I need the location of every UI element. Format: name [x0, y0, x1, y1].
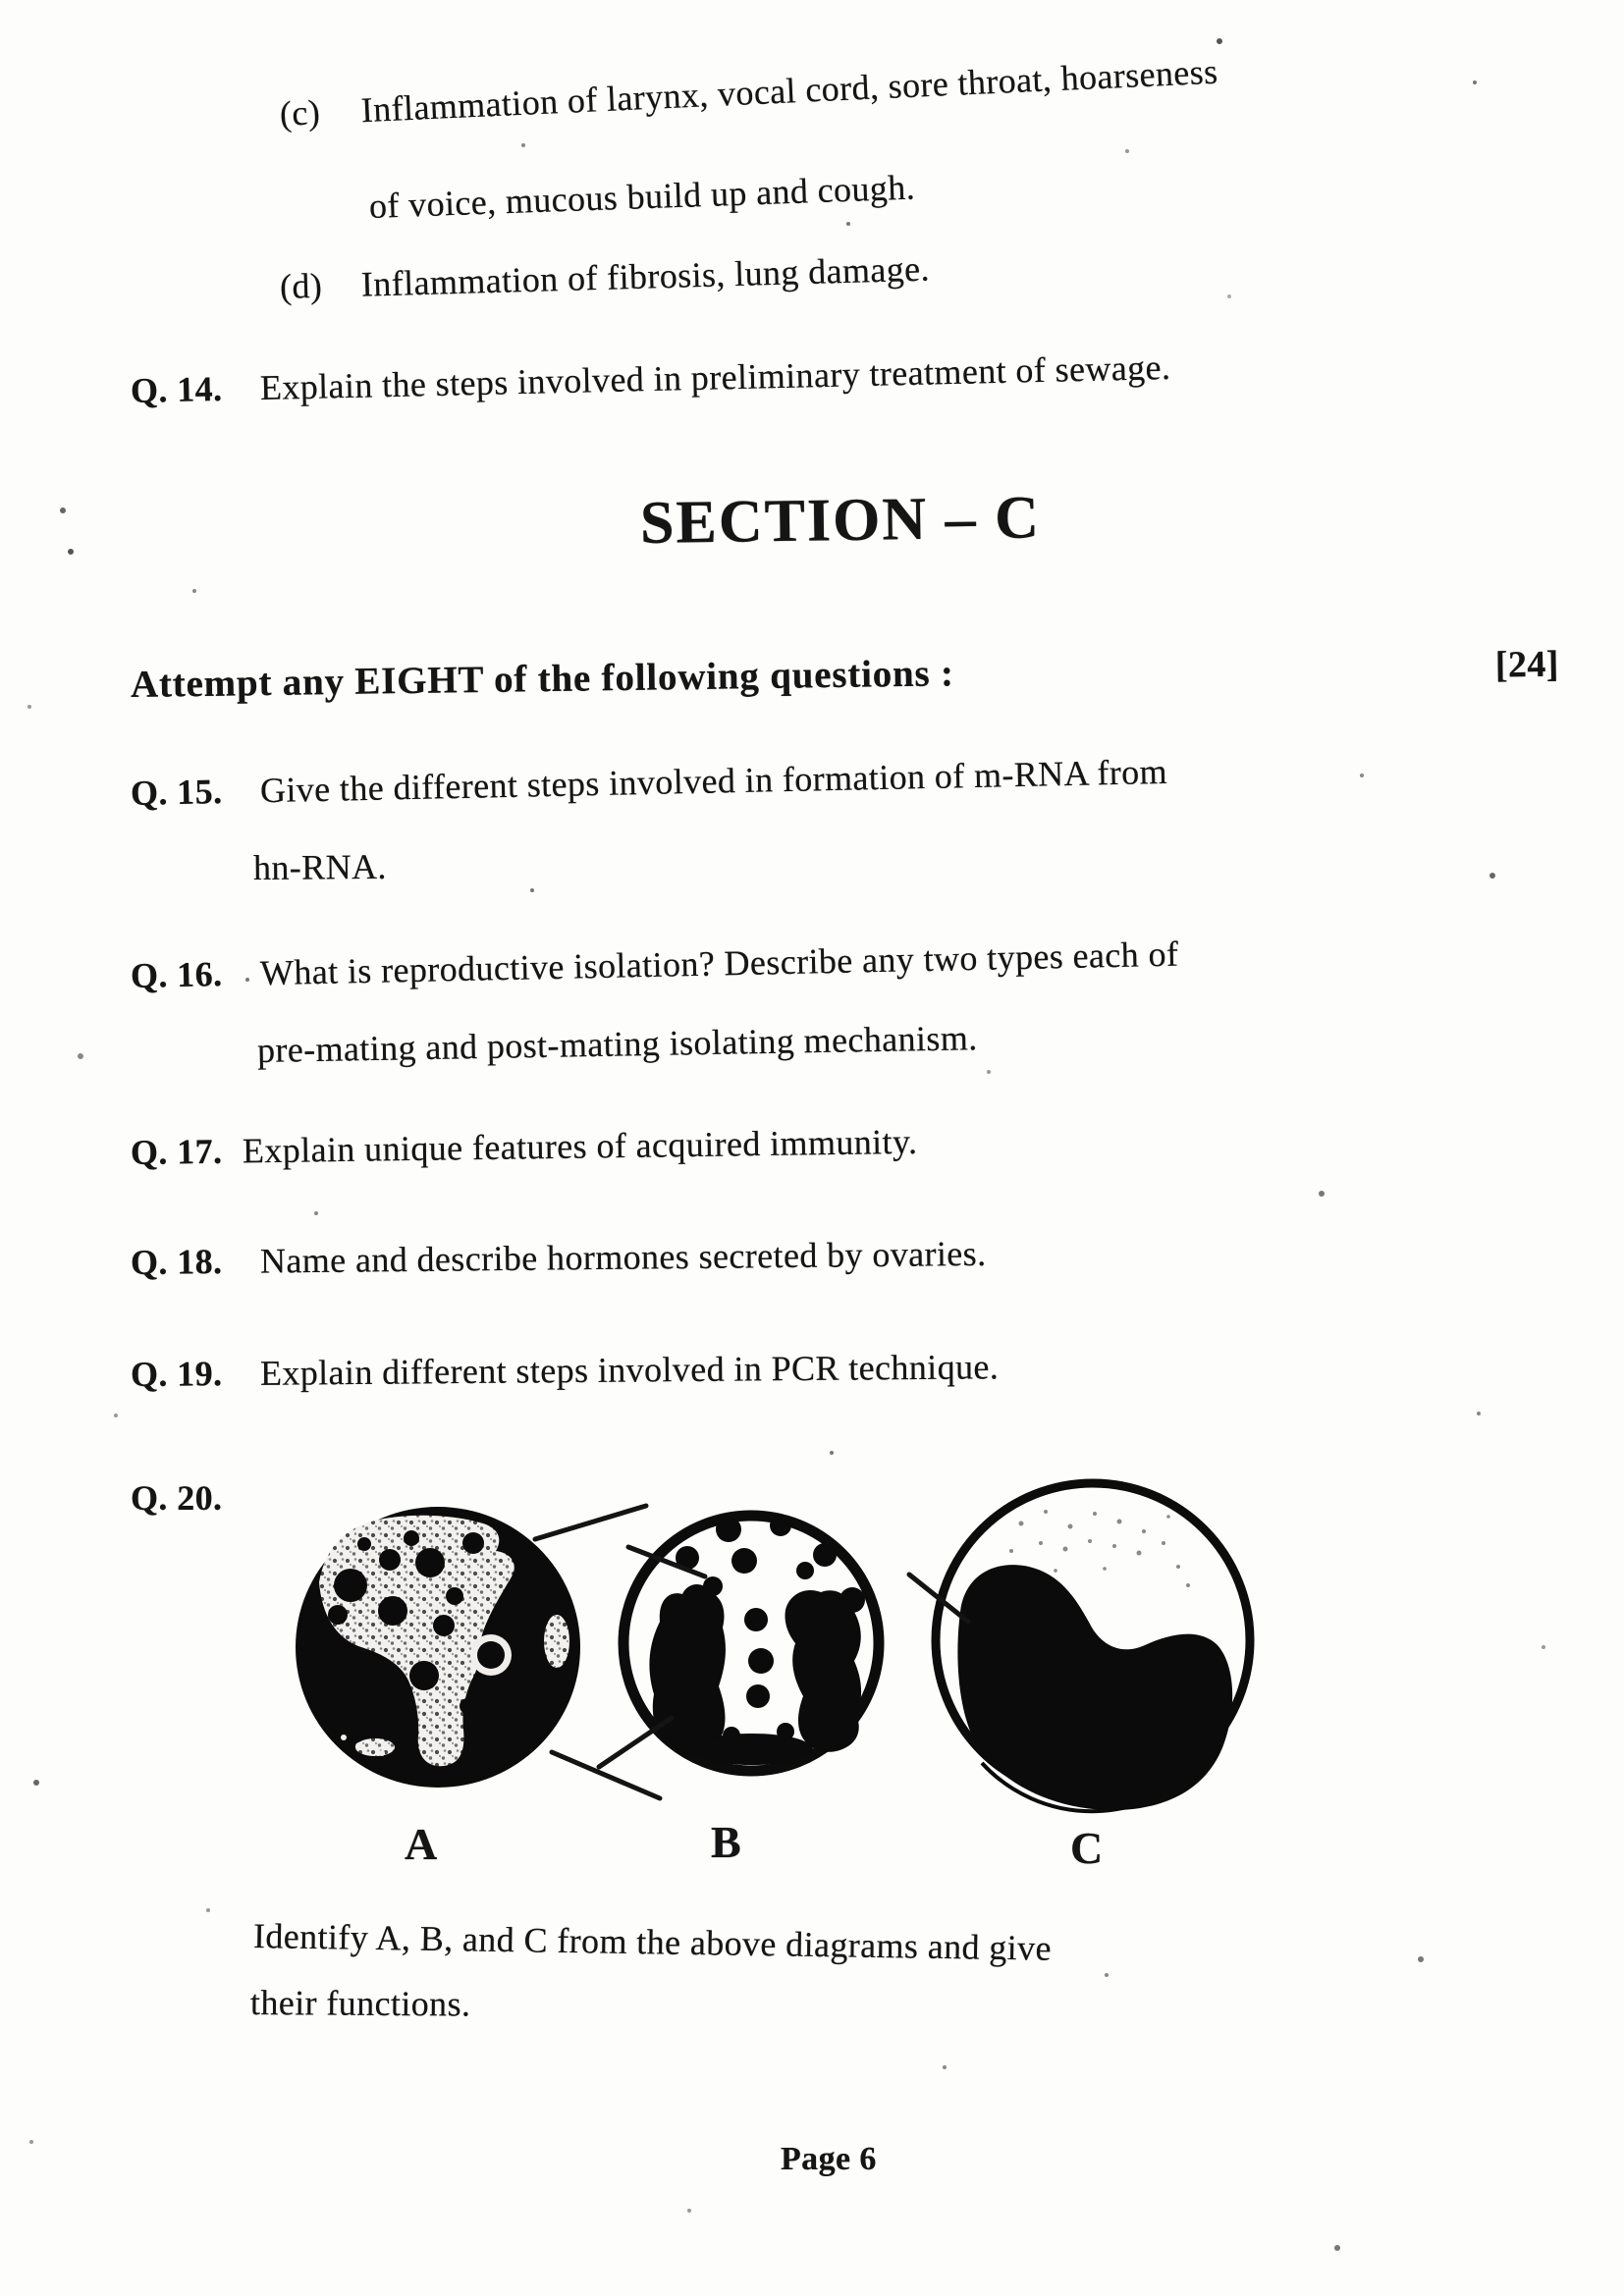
- granule-dot: [409, 1661, 439, 1690]
- cell-a-cytoplasm-stipple: [319, 1516, 514, 1766]
- stipple-dot: [1093, 1512, 1097, 1516]
- stipple-dot: [1137, 1551, 1142, 1556]
- granule-dot: [746, 1684, 770, 1708]
- option-c-text2: of voice, mucous build up and cough.: [368, 167, 916, 226]
- granule-dot: [328, 1605, 348, 1625]
- question-16-text-line1: What is reproductive isolation? Describe any two types each of: [259, 934, 1179, 993]
- question-17-number: Q. 17.: [130, 1131, 223, 1172]
- cell-b-illustration: [599, 1515, 879, 1771]
- cell-b-membrane: [623, 1516, 879, 1771]
- cell-a-label: A: [405, 1819, 438, 1869]
- question-14-text: Explain the steps involved in preliminary treatment of sewage.: [259, 347, 1171, 408]
- question-17: [131, 1122, 918, 1174]
- cell-c-membrane: [936, 1483, 1250, 1797]
- cell-b-nucleus-left-lobe: [649, 1584, 726, 1755]
- granule-dot: [477, 1641, 505, 1669]
- granule-dot: [460, 1698, 475, 1714]
- granule-dot: [334, 1569, 367, 1602]
- option-c-line2: [368, 168, 915, 228]
- question-20-number: Q. 20.: [131, 1478, 223, 1518]
- question-16-text-line2: pre-mating and post-mating isolating mechanism.: [256, 1018, 978, 1070]
- granule-dot: [777, 1723, 794, 1740]
- white-speck: [355, 1742, 363, 1750]
- question-19-text: Explain different steps involved in PCR technique.: [259, 1347, 1000, 1393]
- stipple-dot: [1186, 1583, 1190, 1587]
- cell-a-stipple-patch: [355, 1738, 395, 1756]
- page-number: Page 6: [781, 2141, 877, 2177]
- cell-b-granules: [676, 1515, 865, 1744]
- granule-dot: [415, 1548, 445, 1577]
- option-d-text: Inflammation of fibrosis, lung damage.: [360, 248, 931, 304]
- cell-a-illustration: [296, 1506, 660, 1798]
- granule-dot: [813, 1543, 837, 1567]
- stipple-dot: [1039, 1541, 1043, 1545]
- stipple-dot: [1117, 1520, 1122, 1524]
- question-15-text-line1: Give the different steps involved in formation of m-RNA from: [259, 751, 1168, 811]
- stipple-dot: [1176, 1565, 1180, 1569]
- cell-b-leader-line-top: [628, 1547, 705, 1576]
- option-c-label: (c): [279, 92, 321, 133]
- question-16-line2: [257, 1018, 978, 1071]
- question-16-number: Q. 16.: [130, 954, 223, 995]
- question-16: [131, 934, 1179, 997]
- granule-dot: [404, 1530, 419, 1546]
- granule-dot: [796, 1562, 814, 1579]
- section-heading: SECTION – C: [639, 484, 1042, 557]
- cell-c-illustration: [909, 1483, 1250, 1811]
- cell-a-stipple-patch: [544, 1615, 569, 1668]
- cell-a-granules: [328, 1530, 505, 1714]
- cell-b-nucleus-right-lobe: [785, 1590, 861, 1752]
- section-marks: [24]: [1494, 643, 1560, 686]
- white-speck: [341, 1735, 347, 1740]
- section-instruction-row: [131, 643, 1584, 708]
- granule-dot: [357, 1537, 371, 1551]
- cell-a-vacuole-ring: [470, 1634, 512, 1676]
- option-c-text1: Inflammation of larynx, vocal cord, sore throat, hoarseness: [359, 51, 1219, 131]
- granule-dot: [676, 1546, 699, 1570]
- granule-dot: [379, 1549, 401, 1571]
- cell-a-leader-line-top: [535, 1506, 646, 1539]
- cell-b-leader-line-bottom: [599, 1718, 672, 1767]
- granule-dot: [770, 1515, 791, 1536]
- cell-c-top-stipple: [990, 1510, 1190, 1587]
- granule-dot: [731, 1548, 757, 1574]
- granule-dot: [716, 1517, 741, 1542]
- cell-b-label: B: [711, 1817, 741, 1867]
- stipple-dot: [1019, 1522, 1024, 1526]
- question-17-text: Explain unique features of acquired immunity.: [242, 1121, 918, 1171]
- granule-dot: [446, 1587, 463, 1605]
- stipple-dot: [1162, 1541, 1165, 1545]
- question-15-line2: [253, 847, 387, 889]
- question-18-number: Q. 18.: [130, 1242, 223, 1282]
- question-15-text-line2: hn-RNA.: [252, 846, 387, 887]
- question-15-number: Q. 15.: [130, 772, 223, 813]
- granule-dot: [433, 1615, 455, 1636]
- cell-c-leader-line: [909, 1575, 968, 1622]
- question-18: [131, 1234, 987, 1284]
- question-20-instruction-line1: [253, 1916, 1053, 1969]
- question-20-text-line2: their functions.: [249, 1983, 471, 2024]
- cell-a-white-specks: [341, 1735, 385, 1756]
- stipple-dot: [1088, 1539, 1092, 1543]
- option-d-line: [279, 249, 930, 308]
- granule-dot: [723, 1727, 740, 1744]
- section-instruction: Attempt any EIGHT of the following questions :: [130, 652, 955, 706]
- cell-c-inner-membrane-line: [982, 1756, 1208, 1811]
- granule-dot: [378, 1596, 407, 1626]
- cell-b-nucleus-bridge: [691, 1734, 813, 1765]
- question-14: [131, 347, 1171, 411]
- stipple-dot: [1063, 1547, 1068, 1552]
- white-speck: [379, 1750, 385, 1756]
- scan-noise-specks: [0, 0, 4, 4]
- stipple-dot: [1009, 1549, 1013, 1553]
- option-d-label: (d): [279, 265, 323, 306]
- stipple-dot: [1024, 1569, 1028, 1573]
- question-18-text: Name and describe hormones secreted by ovaries.: [259, 1233, 987, 1281]
- cell-a-leader-line-bottom: [552, 1752, 660, 1798]
- granule-dot: [744, 1608, 768, 1631]
- granule-dot: [831, 1623, 848, 1640]
- question-14-number: Q. 14.: [130, 368, 223, 410]
- option-c-line1: [279, 52, 1218, 135]
- question-20: [131, 1478, 222, 1519]
- stipple-dot: [1103, 1567, 1107, 1571]
- question-20-text-line1: Identify A, B, and C from the above diagrams and give: [252, 1916, 1053, 1968]
- cell-a-body: [296, 1507, 580, 1788]
- stipple-dot: [1068, 1524, 1073, 1529]
- granule-dot: [703, 1576, 723, 1596]
- stipple-dot: [1142, 1529, 1146, 1533]
- stipple-dot: [1112, 1544, 1116, 1548]
- stipple-dot: [1054, 1569, 1057, 1573]
- granule-dot: [462, 1532, 484, 1554]
- question-20-instruction-line2: [250, 1983, 471, 2025]
- granule-dot: [839, 1587, 865, 1613]
- granule-dot: [748, 1648, 774, 1674]
- question-19-number: Q. 19.: [130, 1354, 223, 1394]
- question-19: [131, 1347, 1000, 1395]
- question-15: [131, 752, 1168, 815]
- stipple-dot: [990, 1580, 994, 1584]
- cell-c-nucleus: [957, 1565, 1232, 1810]
- stipple-dot: [1044, 1510, 1048, 1514]
- page-footer: [781, 2138, 877, 2179]
- stipple-dot: [1166, 1515, 1170, 1519]
- cell-c-label: C: [1070, 1823, 1104, 1873]
